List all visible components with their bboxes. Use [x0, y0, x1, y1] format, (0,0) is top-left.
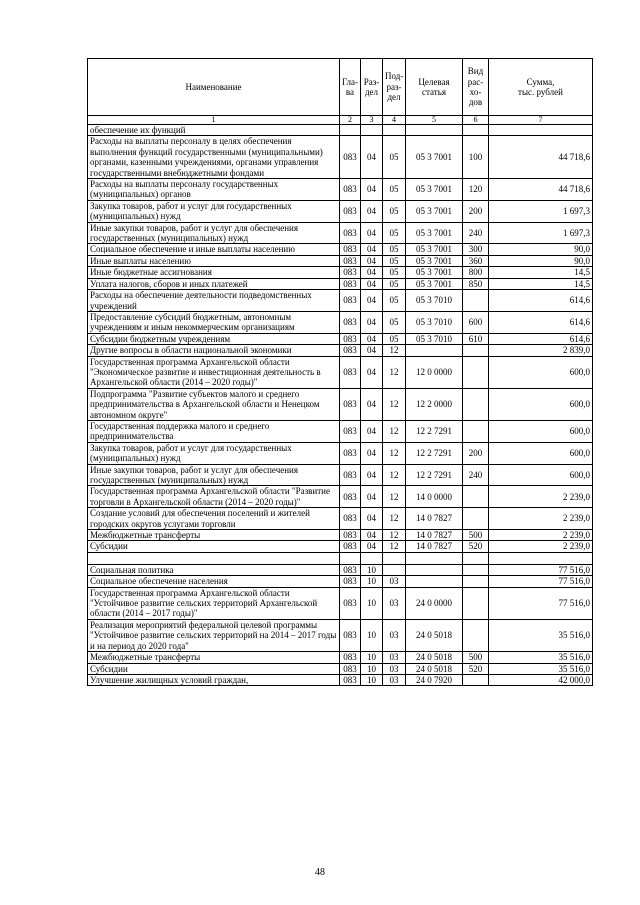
row-vid-cell: 360 — [463, 255, 489, 266]
row-glava-cell: 083 — [340, 587, 361, 619]
row-podrazdel-cell: 03 — [383, 619, 406, 651]
header-name: Наименование — [88, 59, 340, 116]
row-summa-cell: 14,5 — [489, 278, 593, 289]
row-podrazdel-cell: 12 — [383, 356, 406, 388]
row-podrazdel-cell — [383, 125, 406, 136]
row-summa-cell: 614,6 — [489, 311, 593, 333]
row-razdel-cell: 04 — [361, 530, 383, 541]
row-vid-cell: 610 — [463, 333, 489, 344]
row-name-cell: Иные бюджетные ассигнования — [88, 267, 340, 278]
row-glava-cell: 083 — [340, 576, 361, 587]
row-summa-cell: 35 516,0 — [489, 663, 593, 674]
table-row — [88, 136, 593, 179]
row-podrazdel-cell: 05 — [383, 255, 406, 266]
row-podrazdel-cell: 03 — [383, 587, 406, 619]
row-name-cell: Расходы на выплаты персоналу государственных (муниципальных) органов — [88, 179, 340, 201]
row-vid-cell: 120 — [463, 179, 489, 201]
row-summa-cell: 44 718,6 — [489, 136, 593, 179]
row-celevaya-cell: 05 3 7010 — [406, 290, 463, 312]
row-celevaya-cell: 05 3 7010 — [406, 333, 463, 344]
table-row — [88, 255, 593, 266]
row-celevaya-cell: 05 3 7001 — [406, 267, 463, 278]
row-celevaya-cell: 05 3 7001 — [406, 278, 463, 289]
row-razdel-cell: 04 — [361, 442, 383, 464]
row-vid-cell: 850 — [463, 278, 489, 289]
row-name-cell: Социальное обеспечение и иные выплаты населению — [88, 244, 340, 255]
row-vid-cell — [463, 125, 489, 136]
row-razdel-cell: 10 — [361, 663, 383, 674]
row-razdel-cell: 10 — [361, 564, 383, 575]
row-glava-cell: 083 — [340, 652, 361, 663]
row-vid-cell: 300 — [463, 244, 489, 255]
row-name-cell — [88, 552, 340, 564]
row-name-cell: Создание условий для обеспечения поселений и жителей городских округов услугами торговли — [88, 508, 340, 530]
row-name-cell: Реализация мероприятий федеральной целевой программы "Устойчивое развитие сельских территорий на 2014 – 2017 годы и на период до 2020 года" — [88, 619, 340, 651]
row-razdel-cell: 04 — [361, 356, 383, 388]
table-row — [88, 244, 593, 255]
row-glava-cell: 083 — [340, 541, 361, 552]
row-vid-cell — [463, 420, 489, 442]
row-name-cell: Расходы на обеспечение деятельности подведомственных учреждений — [88, 290, 340, 312]
row-razdel-cell: 04 — [361, 541, 383, 552]
row-glava-cell: 083 — [340, 508, 361, 530]
row-podrazdel-cell: 05 — [383, 244, 406, 255]
table-row — [88, 222, 593, 244]
row-name-cell: Субсидии бюджетным учреждениям — [88, 333, 340, 344]
row-summa-cell: 2 239,0 — [489, 486, 593, 508]
row-summa-cell: 2 239,0 — [489, 530, 593, 541]
row-name-cell: Закупка товаров, работ и услуг для государственных (муниципальных) нужд — [88, 442, 340, 464]
row-celevaya-cell: 14 0 7827 — [406, 508, 463, 530]
row-glava-cell: 083 — [340, 442, 361, 464]
row-glava-cell: 083 — [340, 486, 361, 508]
row-glava-cell: 083 — [340, 290, 361, 312]
row-podrazdel-cell: 12 — [383, 541, 406, 552]
row-celevaya-cell: 24 0 5018 — [406, 663, 463, 674]
row-podrazdel-cell: 12 — [383, 442, 406, 464]
row-vid-cell: 100 — [463, 136, 489, 179]
row-celevaya-cell: 05 3 7001 — [406, 200, 463, 222]
table-row — [88, 333, 593, 344]
row-podrazdel-cell: 05 — [383, 200, 406, 222]
table-row — [88, 356, 593, 388]
row-razdel-cell: 10 — [361, 587, 383, 619]
row-celevaya-cell: 24 0 5018 — [406, 619, 463, 651]
row-glava-cell: 083 — [340, 388, 361, 420]
header-podrazdel: Под- раз- дел — [383, 59, 406, 116]
table-row — [88, 508, 593, 530]
row-glava-cell: 083 — [340, 674, 361, 685]
row-name-cell: Улучшение жилищных условий граждан, — [88, 674, 340, 685]
table-row — [88, 464, 593, 486]
row-glava-cell — [340, 552, 361, 564]
row-glava-cell: 083 — [340, 420, 361, 442]
row-summa-cell — [489, 125, 593, 136]
row-razdel-cell: 04 — [361, 136, 383, 179]
row-razdel-cell: 04 — [361, 333, 383, 344]
table-row — [88, 345, 593, 356]
row-summa-cell: 600,0 — [489, 442, 593, 464]
row-podrazdel-cell: 05 — [383, 222, 406, 244]
row-glava-cell: 083 — [340, 530, 361, 541]
row-glava-cell: 083 — [340, 136, 361, 179]
row-vid-cell — [463, 587, 489, 619]
column-number-row — [88, 116, 593, 125]
row-vid-cell: 520 — [463, 541, 489, 552]
row-name-cell: Иные закупки товаров, работ и услуг для обеспечения государственных (муниципальных) нужд — [88, 464, 340, 486]
row-vid-cell — [463, 674, 489, 685]
table-row — [88, 652, 593, 663]
row-celevaya-cell: 05 3 7001 — [406, 255, 463, 266]
row-glava-cell: 083 — [340, 464, 361, 486]
row-glava-cell: 083 — [340, 200, 361, 222]
table-row — [88, 125, 593, 136]
row-vid-cell: 200 — [463, 442, 489, 464]
row-summa-cell: 44 718,6 — [489, 179, 593, 201]
table-row — [88, 530, 593, 541]
row-celevaya-cell: 24 0 5018 — [406, 652, 463, 663]
column-number: 2 — [340, 116, 361, 125]
row-celevaya-cell: 14 0 0000 — [406, 486, 463, 508]
row-celevaya-cell: 05 3 7001 — [406, 244, 463, 255]
row-vid-cell: 500 — [463, 530, 489, 541]
row-vid-cell: 200 — [463, 200, 489, 222]
row-name-cell: Другие вопросы в области национальной экономики — [88, 345, 340, 356]
row-celevaya-cell: 14 0 7827 — [406, 541, 463, 552]
row-glava-cell: 083 — [340, 222, 361, 244]
row-celevaya-cell: 12 2 7291 — [406, 442, 463, 464]
row-vid-cell: 600 — [463, 311, 489, 333]
row-summa-cell: 600,0 — [489, 388, 593, 420]
row-razdel-cell: 04 — [361, 200, 383, 222]
row-glava-cell: 083 — [340, 333, 361, 344]
row-summa-cell: 90,0 — [489, 244, 593, 255]
row-razdel-cell: 10 — [361, 576, 383, 587]
row-razdel-cell: 04 — [361, 290, 383, 312]
row-summa-cell: 77 516,0 — [489, 576, 593, 587]
row-razdel-cell: 04 — [361, 311, 383, 333]
row-razdel-cell: 10 — [361, 674, 383, 685]
table-row — [88, 278, 593, 289]
row-summa-cell: 35 516,0 — [489, 619, 593, 651]
row-podrazdel-cell: 03 — [383, 576, 406, 587]
row-celevaya-cell — [406, 125, 463, 136]
row-celevaya-cell: 05 3 7001 — [406, 136, 463, 179]
row-name-cell: Иные закупки товаров, работ и услуг для обеспечения государственных (муниципальных) нужд — [88, 222, 340, 244]
column-number: 1 — [88, 116, 340, 125]
column-number: 4 — [383, 116, 406, 125]
row-celevaya-cell: 24 0 7920 — [406, 674, 463, 685]
header-razdel: Раз- дел — [361, 59, 383, 116]
row-celevaya-cell — [406, 564, 463, 575]
row-glava-cell: 083 — [340, 619, 361, 651]
column-number: 3 — [361, 116, 383, 125]
row-podrazdel-cell: 12 — [383, 508, 406, 530]
row-celevaya-cell: 24 0 0000 — [406, 587, 463, 619]
row-summa-cell: 42 000,0 — [489, 674, 593, 685]
row-name-cell: Иные выплаты населению — [88, 255, 340, 266]
row-podrazdel-cell: 05 — [383, 311, 406, 333]
row-razdel-cell: 04 — [361, 464, 383, 486]
row-razdel-cell — [361, 552, 383, 564]
row-glava-cell: 083 — [340, 356, 361, 388]
row-name-cell: обеспечение их функций — [88, 125, 340, 136]
row-glava-cell: 083 — [340, 564, 361, 575]
row-summa-cell: 90,0 — [489, 255, 593, 266]
table-row — [88, 200, 593, 222]
row-summa-cell: 600,0 — [489, 420, 593, 442]
table-row — [88, 442, 593, 464]
row-glava-cell: 083 — [340, 244, 361, 255]
table-row — [88, 290, 593, 312]
row-razdel-cell: 04 — [361, 244, 383, 255]
row-podrazdel-cell: 03 — [383, 663, 406, 674]
row-celevaya-cell — [406, 345, 463, 356]
row-razdel-cell: 04 — [361, 420, 383, 442]
row-razdel-cell: 04 — [361, 345, 383, 356]
row-celevaya-cell: 12 2 7291 — [406, 420, 463, 442]
table-row — [88, 486, 593, 508]
row-vid-cell — [463, 486, 489, 508]
row-podrazdel-cell: 12 — [383, 486, 406, 508]
row-name-cell: Предоставление субсидий бюджетным, автономным учреждениям и иным некоммерческим организациям — [88, 311, 340, 333]
row-vid-cell — [463, 576, 489, 587]
row-podrazdel-cell: 05 — [383, 136, 406, 179]
row-podrazdel-cell — [383, 552, 406, 564]
row-vid-cell — [463, 552, 489, 564]
row-podrazdel-cell: 12 — [383, 345, 406, 356]
row-glava-cell: 083 — [340, 663, 361, 674]
table-row — [88, 576, 593, 587]
row-celevaya-cell: 05 3 7001 — [406, 222, 463, 244]
table-row — [88, 552, 593, 564]
row-vid-cell — [463, 619, 489, 651]
row-name-cell: Уплата налогов, сборов и иных платежей — [88, 278, 340, 289]
row-razdel-cell: 04 — [361, 486, 383, 508]
row-vid-cell: 500 — [463, 652, 489, 663]
row-summa-cell: 35 516,0 — [489, 652, 593, 663]
header-glava: Гла- ва — [340, 59, 361, 116]
table-row — [88, 541, 593, 552]
row-celevaya-cell — [406, 576, 463, 587]
row-podrazdel-cell: 03 — [383, 652, 406, 663]
row-name-cell: Межбюджетные трансферты — [88, 652, 340, 663]
row-podrazdel-cell: 05 — [383, 267, 406, 278]
row-podrazdel-cell: 05 — [383, 333, 406, 344]
row-summa-cell — [489, 552, 593, 564]
row-vid-cell — [463, 356, 489, 388]
row-summa-cell: 1 697,3 — [489, 200, 593, 222]
row-glava-cell: 083 — [340, 278, 361, 289]
table-row — [88, 619, 593, 651]
row-celevaya-cell: 05 3 7001 — [406, 179, 463, 201]
row-celevaya-cell: 05 3 7010 — [406, 311, 463, 333]
row-celevaya-cell: 12 2 0000 — [406, 388, 463, 420]
row-glava-cell: 083 — [340, 179, 361, 201]
table-row — [88, 388, 593, 420]
header-summa: Сумма, тыс. рублей — [489, 59, 593, 116]
table-row — [88, 311, 593, 333]
row-name-cell: Государственная программа Архангельской области "Экономическое развитие и инвестиционная деятельность в Архангельской области (2014 – 2020 годы)" — [88, 356, 340, 388]
row-podrazdel-cell: 03 — [383, 674, 406, 685]
row-podrazdel-cell: 05 — [383, 278, 406, 289]
row-podrazdel-cell — [383, 564, 406, 575]
row-razdel-cell — [361, 125, 383, 136]
row-summa-cell: 2 239,0 — [489, 508, 593, 530]
row-glava-cell: 083 — [340, 255, 361, 266]
row-summa-cell: 600,0 — [489, 356, 593, 388]
row-podrazdel-cell: 12 — [383, 464, 406, 486]
row-podrazdel-cell: 12 — [383, 420, 406, 442]
row-summa-cell: 14,5 — [489, 267, 593, 278]
table-row — [88, 674, 593, 685]
row-name-cell: Субсидии — [88, 663, 340, 674]
row-razdel-cell: 04 — [361, 278, 383, 289]
row-name-cell: Межбюджетные трансферты — [88, 530, 340, 541]
column-number: 5 — [406, 116, 463, 125]
row-razdel-cell: 04 — [361, 508, 383, 530]
row-razdel-cell: 04 — [361, 222, 383, 244]
row-summa-cell: 77 516,0 — [489, 564, 593, 575]
row-name-cell: Государственная программа Архангельской области "Устойчивое развитие сельских территорий Архангельской области (2014 – 2017 годы)" — [88, 587, 340, 619]
row-vid-cell: 520 — [463, 663, 489, 674]
row-razdel-cell: 04 — [361, 267, 383, 278]
row-name-cell: Государственная программа Архангельской области "Развитие торговли в Архангельской области (2014 – 2020 годы)" — [88, 486, 340, 508]
row-vid-cell — [463, 508, 489, 530]
row-summa-cell: 614,6 — [489, 333, 593, 344]
row-summa-cell: 614,6 — [489, 290, 593, 312]
row-vid-cell: 240 — [463, 222, 489, 244]
table-row — [88, 587, 593, 619]
row-name-cell: Социальная политика — [88, 564, 340, 575]
row-summa-cell: 77 516,0 — [489, 587, 593, 619]
row-podrazdel-cell: 12 — [383, 388, 406, 420]
row-glava-cell: 083 — [340, 311, 361, 333]
row-celevaya-cell: 12 0 0000 — [406, 356, 463, 388]
row-celevaya-cell: 14 0 7827 — [406, 530, 463, 541]
table-row — [88, 564, 593, 575]
row-name-cell: Закупка товаров, работ и услуг для государственных (муниципальных) нужд — [88, 200, 340, 222]
row-razdel-cell: 04 — [361, 179, 383, 201]
column-number: 6 — [463, 116, 489, 125]
row-name-cell: Подпрограмма "Развитие субъектов малого и среднего предпринимательства в Архангельской области и Ненецком автономном округе" — [88, 388, 340, 420]
row-razdel-cell: 10 — [361, 652, 383, 663]
table-row — [88, 179, 593, 201]
row-razdel-cell: 10 — [361, 619, 383, 651]
row-summa-cell: 2 239,0 — [489, 541, 593, 552]
row-name-cell: Социальное обеспечение населения — [88, 576, 340, 587]
row-glava-cell — [340, 125, 361, 136]
row-name-cell: Расходы на выплаты персоналу в целях обеспечения выполнения функций государственными (муниципальными) органами, казенными учреждениями, органами управления государственными внебюджетными фондами — [88, 136, 340, 179]
row-summa-cell: 2 839,0 — [489, 345, 593, 356]
header-celevaya: Целевая статья — [406, 59, 463, 116]
row-vid-cell — [463, 345, 489, 356]
table-row — [88, 663, 593, 674]
header-vid: Вид рас- хо- дов — [463, 59, 489, 116]
row-celevaya-cell — [406, 552, 463, 564]
row-glava-cell: 083 — [340, 345, 361, 356]
row-vid-cell — [463, 290, 489, 312]
row-podrazdel-cell: 05 — [383, 179, 406, 201]
row-name-cell: Субсидии — [88, 541, 340, 552]
row-celevaya-cell: 12 2 7291 — [406, 464, 463, 486]
row-podrazdel-cell: 05 — [383, 290, 406, 312]
row-summa-cell: 600,0 — [489, 464, 593, 486]
row-razdel-cell: 04 — [361, 388, 383, 420]
table-header-row — [88, 59, 593, 116]
row-vid-cell — [463, 388, 489, 420]
table-row — [88, 267, 593, 278]
column-number: 7 — [489, 116, 593, 125]
row-summa-cell: 1 697,3 — [489, 222, 593, 244]
row-podrazdel-cell: 12 — [383, 530, 406, 541]
budget-table — [87, 58, 593, 686]
row-razdel-cell: 04 — [361, 255, 383, 266]
row-vid-cell: 240 — [463, 464, 489, 486]
row-vid-cell: 800 — [463, 267, 489, 278]
row-glava-cell: 083 — [340, 267, 361, 278]
row-vid-cell — [463, 564, 489, 575]
page-number: 48 — [315, 867, 325, 878]
table-body — [88, 125, 593, 686]
table-row — [88, 420, 593, 442]
row-name-cell: Государственная поддержка малого и среднего предпринимательства — [88, 420, 340, 442]
